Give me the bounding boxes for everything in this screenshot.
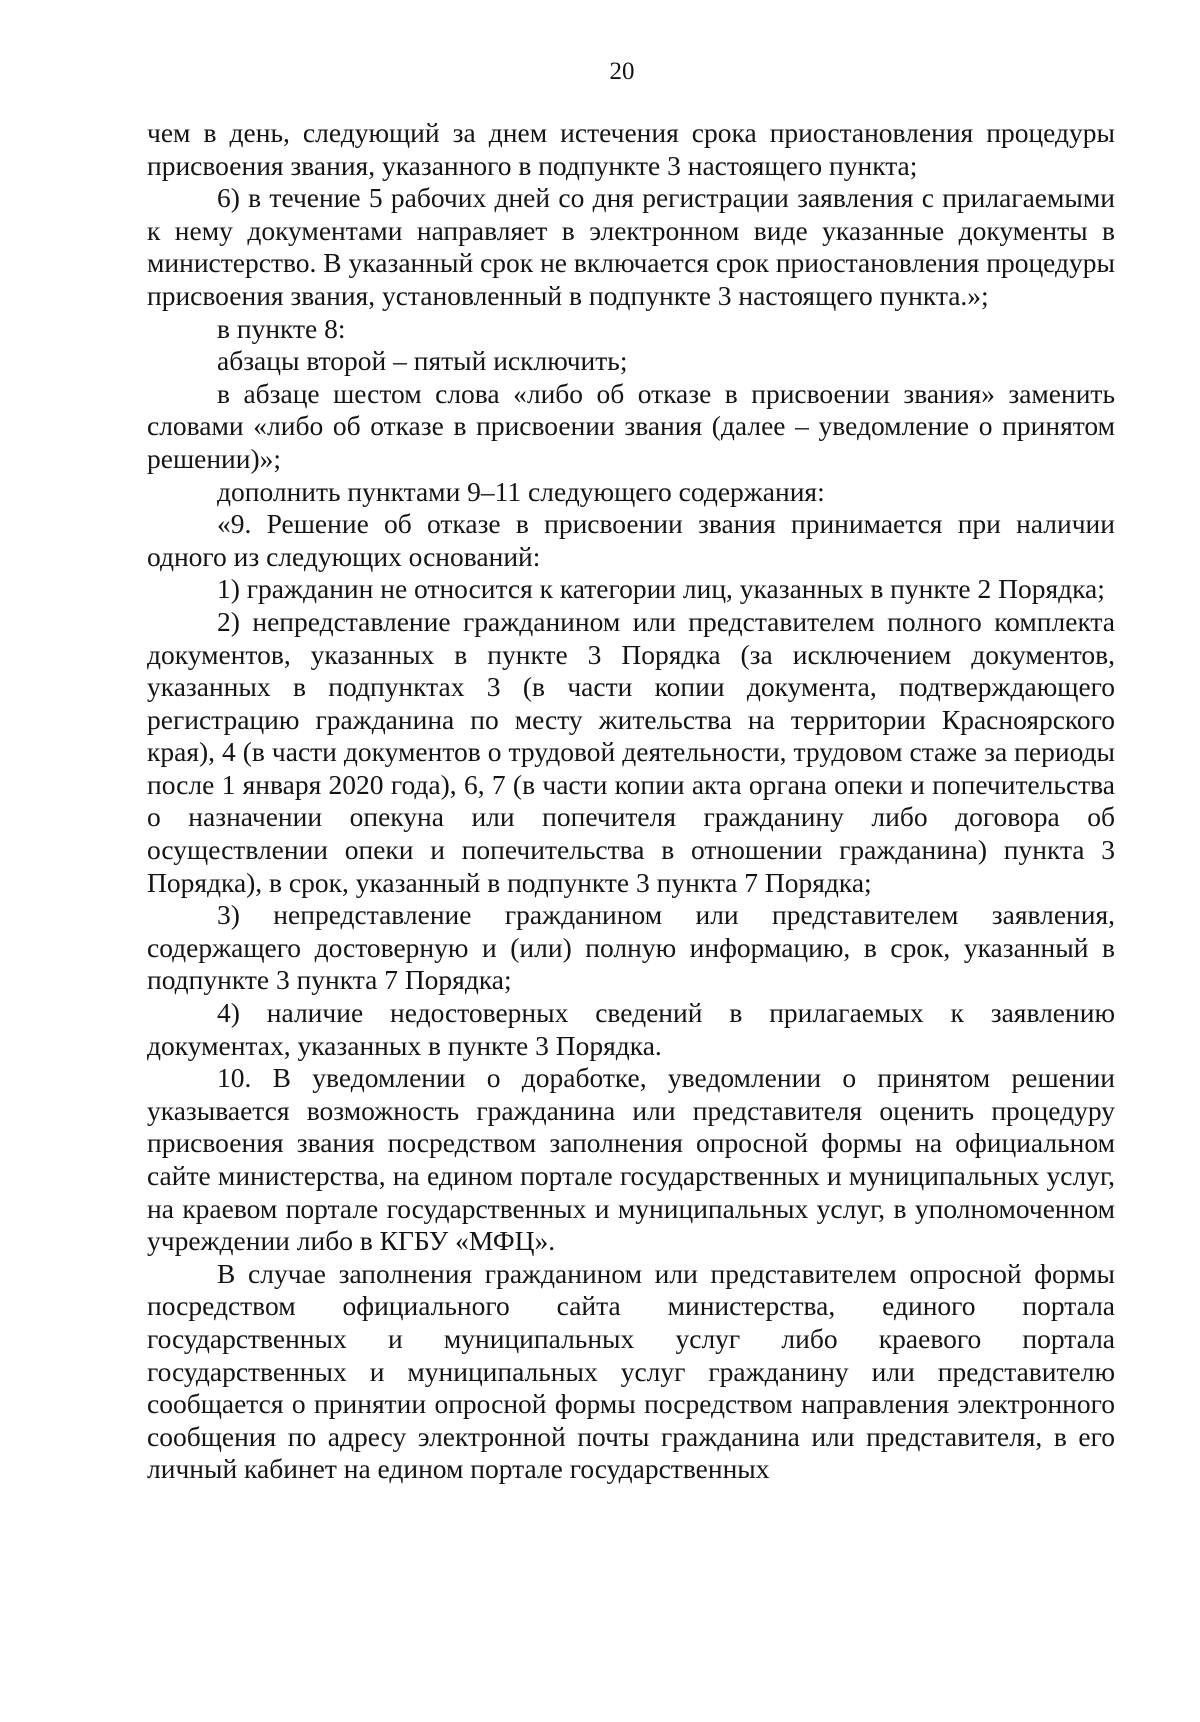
paragraph-point-8: в пункте 8: (217, 312, 346, 344)
paragraph-ground-1: 1) гражданин не относится к категории лиц, указанных в пункте 2 Порядка; (217, 573, 1105, 605)
paragraph-add-points: дополнить пунктами 9–11 следующего содержания: (217, 475, 825, 507)
paragraph-replace-words: в абзаце шестом слова «либо об отказе в присвоении звания» заменить словами «либо об отказе в присвоении звания (далее – уведомление о принятом решении)»; (147, 377, 1115, 474)
document-body (147, 117, 1115, 1486)
paragraph-ground-3: 3) непредставление гражданином или представителем заявления, содержащего достоверную и (или) полную информацию, в срок, указанный в подпункте 3 пункта 7 Порядка; (147, 899, 1115, 996)
paragraph-survey-form: В случае заполнения гражданином или представителем опросной формы посредством официального сайта министерства, единого портала государственных и муниципальных услуг либо краевого портала государственных и муниципальных услуг гражданину или представителю сообщается о принятии опросной формы посредством направления электронного сообщения по адресу электронной почты гражданина или представителя, в его личный кабинет на едином портале государственных (147, 1257, 1115, 1485)
paragraph-subitem-6: 6) в течение 5 рабочих дней со дня регистрации заявления с прилагаемыми к нему документами направляет в электронном виде указанные документы в министерство. В указанный срок не включается срок приостановления процедуры присвоения звания, установленный в подпункте 3 настоящего пункта.»; (147, 182, 1115, 311)
paragraph-continuation: чем в день, следующий за днем истечения срока приостановления процедуры присвоения звания, указанного в подпункте 3 настоящего пункта; (147, 117, 1115, 181)
paragraph-exclude-paragraphs: абзацы второй – пятый исключить; (217, 345, 628, 377)
paragraph-point-10: 10. В уведомлении о доработке, уведомлении о принятом решении указывается возможность гражданина или представителя оценить процедуру присвоения звания посредством заполнения опросной формы на официальном сайте министерства, на едином портале государственных и муниципальных услуг, на краевом портале государственных и муниципальных услуг, в уполномоченном учреждении либо в КГБУ «МФЦ». (147, 1062, 1115, 1257)
page-number: 20 (609, 58, 635, 85)
paragraph-ground-2: 2) непредставление гражданином или представителем полного комплекта документов, указанных в пункте 3 Порядка (за исключением документов, указанных в подпунктах 3 (в части копии документа, подтверждающего регистрацию гражданина по месту жительства на территории Красноярского края), 4 (в части документов о трудовой деятельности, трудовом стаже за периоды после 1 января 2020 года), 6, 7 (в части копии акта органа опеки и попечительства о назначении опекуна или попечителя гражданину либо договора об осуществлении опеки и попечительства в отношении гражданина) пункта 3 Порядка), в срок, указанный в подпункте 3 пункта 7 Порядка; (147, 605, 1115, 898)
paragraph-point-9: «9. Решение об отказе в присвоении звания принимается при наличии одного из следующих оснований: (147, 508, 1115, 572)
paragraph-ground-4: 4) наличие недостоверных сведений в прилагаемых к заявлению документах, указанных в пункте 3 Порядка. (147, 997, 1115, 1061)
